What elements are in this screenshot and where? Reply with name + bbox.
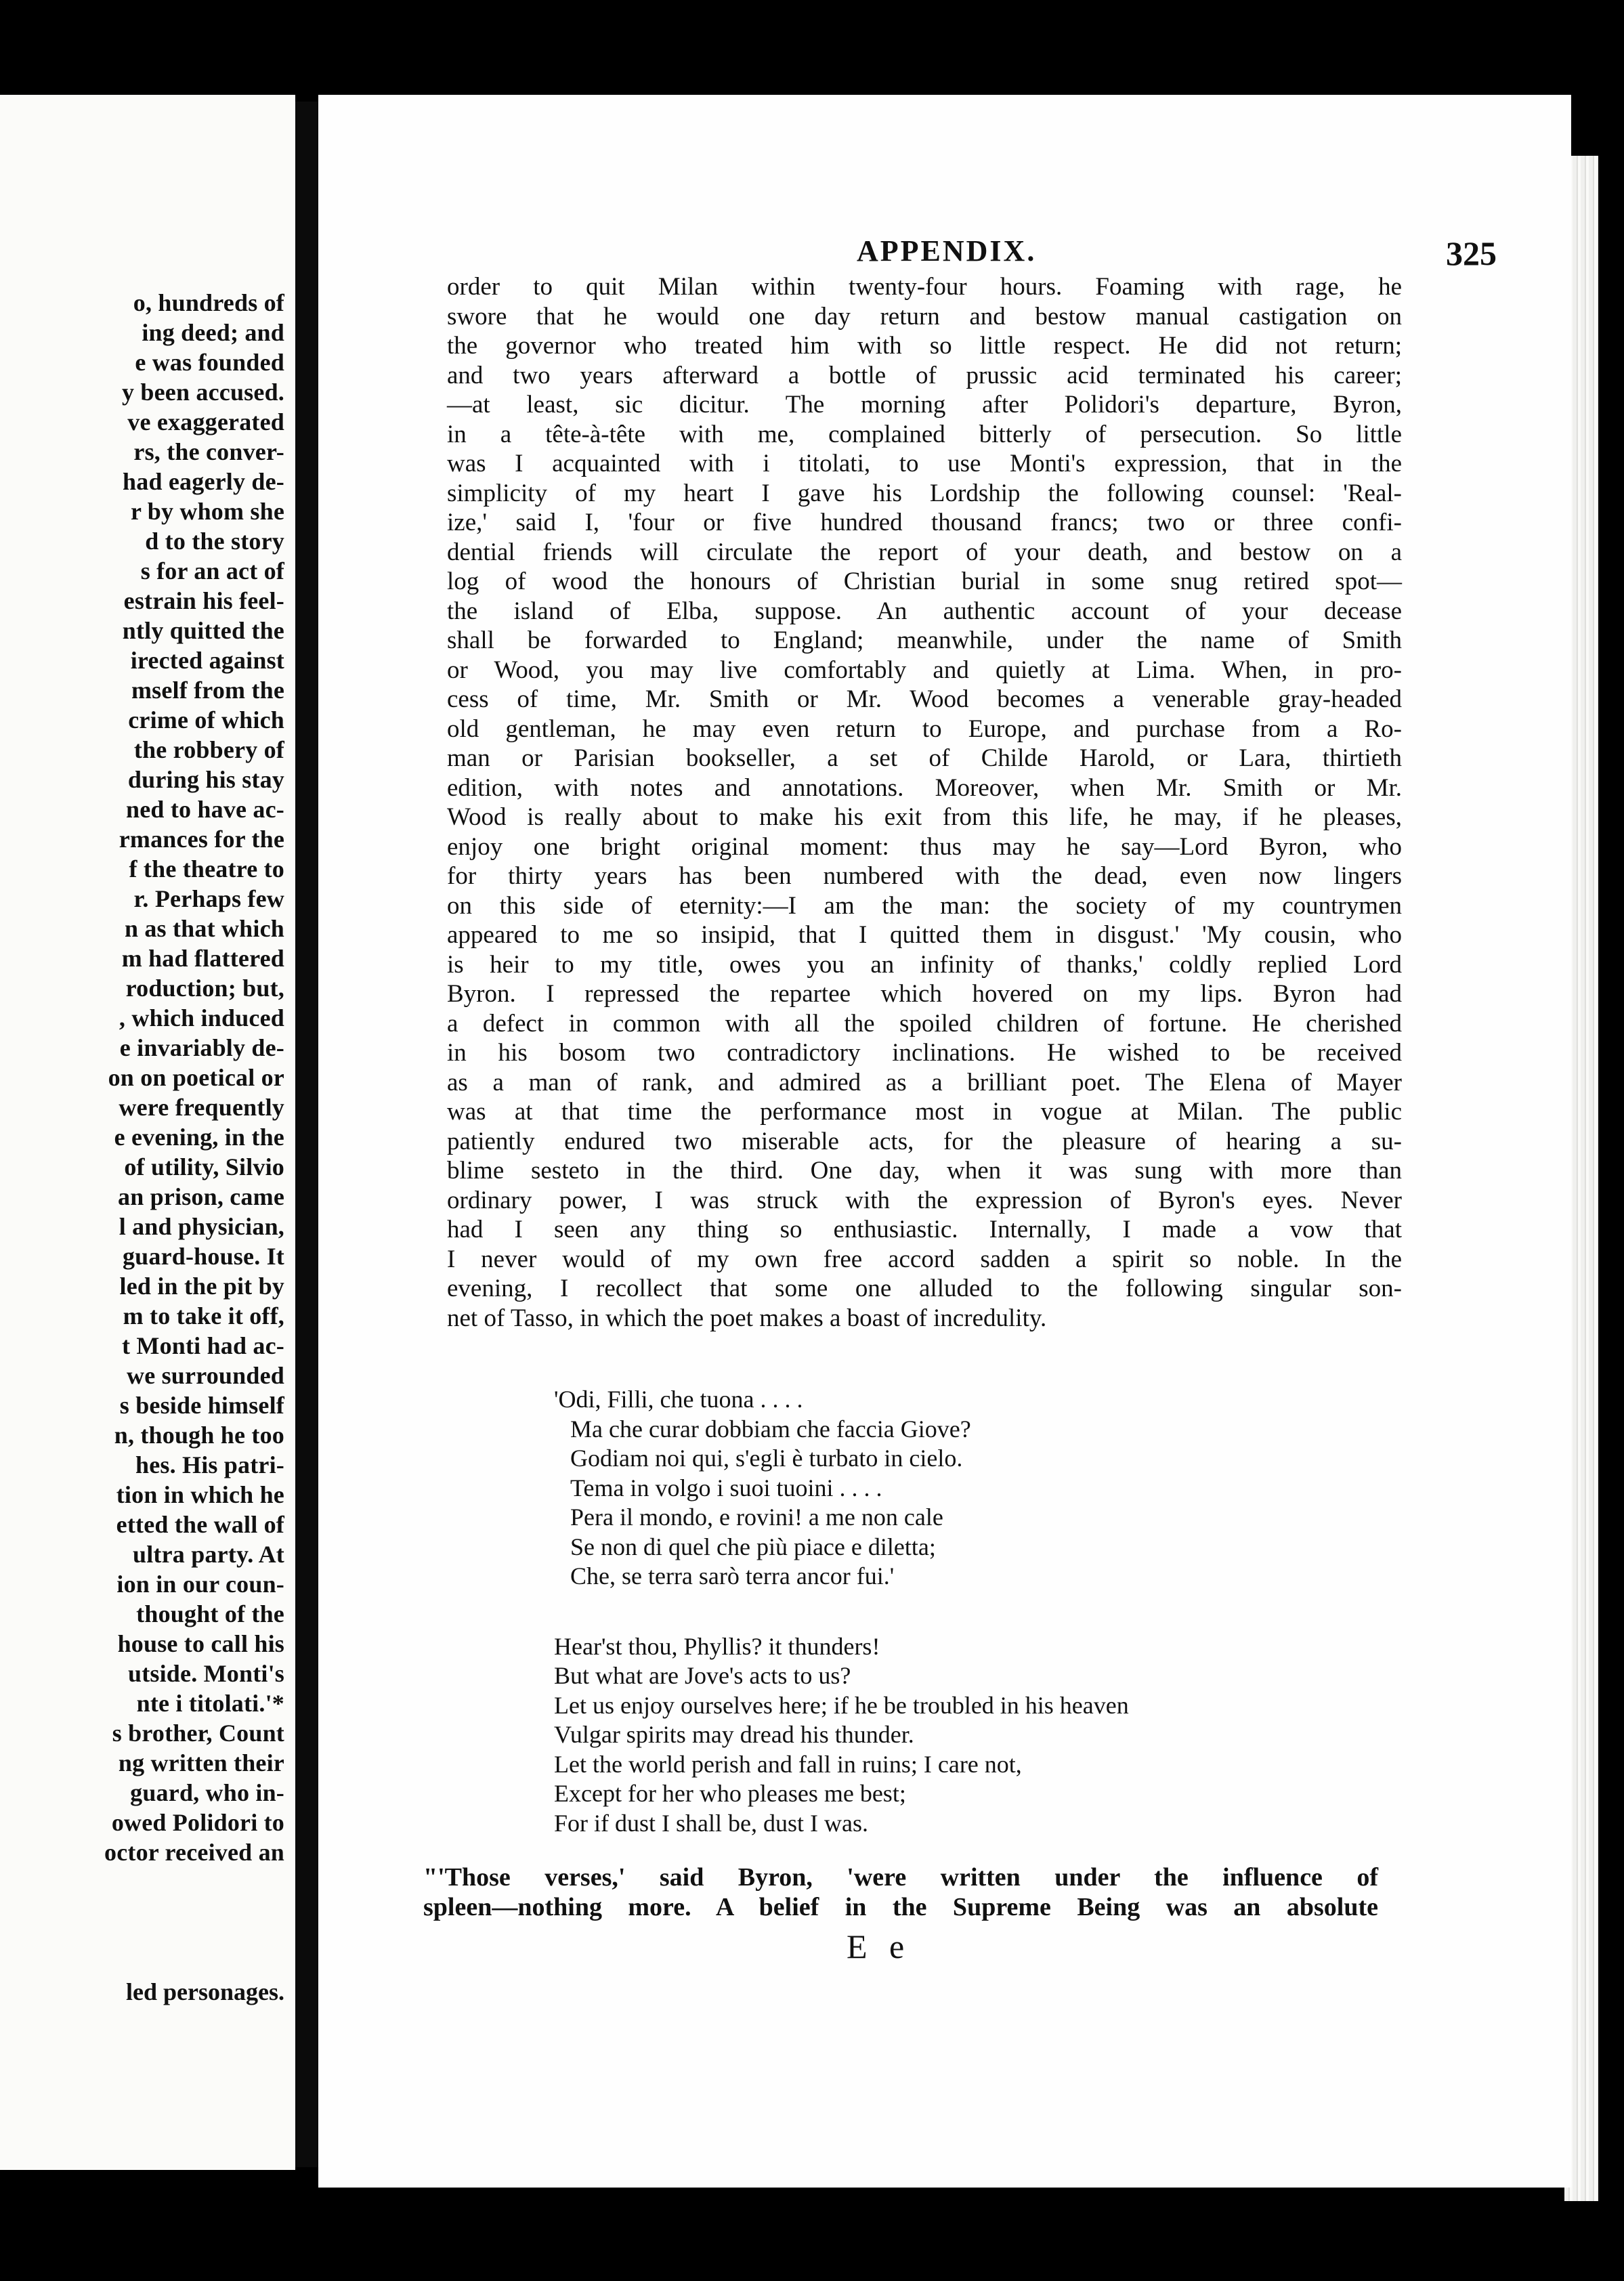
body-line: on this side of eternity:—I am the man: the society of my countrymen bbox=[447, 891, 1402, 920]
left-page-line: house to call his bbox=[117, 1630, 284, 1657]
left-page-line: y been accused. bbox=[122, 379, 284, 406]
body-line: the island of Elba, suppose. An authentic account of your decease bbox=[447, 597, 1402, 625]
left-page-line: ion in our coun- bbox=[116, 1571, 284, 1598]
left-page-line: ned to have ac- bbox=[126, 796, 284, 823]
body-line: is heir to my title, owes you an infinity of thanks,' coldly replied Lord bbox=[447, 950, 1402, 979]
running-header bbox=[318, 234, 1571, 274]
body-line: simplicity of my heart I gave his Lordship the following counsel: 'Real- bbox=[447, 479, 1402, 507]
left-page-line: e was founded bbox=[135, 349, 284, 376]
left-page-line: during his stay bbox=[127, 766, 284, 793]
poem-italian-line: Ma che curar dobbiam che faccia Giove? bbox=[570, 1415, 971, 1443]
body-line: old gentleman, he may even return to Europe, and purchase from a Ro- bbox=[447, 715, 1402, 743]
left-page-line: estrain his feel- bbox=[123, 587, 284, 614]
left-page-line: an prison, came bbox=[118, 1183, 284, 1210]
left-page-line: e invariably de- bbox=[119, 1034, 284, 1061]
body-line: cess of time, Mr. Smith or Mr. Wood becomes a venerable gray-headed bbox=[447, 685, 1402, 713]
body-line: log of wood the honours of Christian burial in some snug retired spot— bbox=[447, 568, 1402, 595]
left-page-line: nte i titolati.'* bbox=[136, 1690, 284, 1717]
poem-english-line: But what are Jove's acts to us? bbox=[554, 1662, 851, 1689]
left-page-line: s for an act of bbox=[140, 557, 284, 584]
body-line: swore that he would one day return and bestow manual castigation on bbox=[447, 302, 1402, 331]
left-page-line: ing deed; and bbox=[142, 319, 284, 346]
body-line: man or Parisian bookseller, a set of Childe Harold, or Lara, thirtieth bbox=[447, 744, 1402, 772]
body-line: net of Tasso, in which the poet makes a boast of incredulity. bbox=[447, 1304, 1047, 1332]
left-page-line: f the theatre to bbox=[129, 855, 284, 882]
left-page-line: guard, who in- bbox=[130, 1779, 284, 1806]
left-page-line: o, hundreds of bbox=[133, 289, 284, 316]
left-page-line: ve exaggerated bbox=[127, 408, 284, 435]
body-paragraph bbox=[447, 272, 1402, 1333]
left-page bbox=[0, 95, 295, 2170]
poem-english bbox=[554, 1632, 1299, 1839]
body-line: blime sesteto in the third. One day, when it was sung with more than bbox=[447, 1157, 1402, 1185]
left-page-line: t Monti had ac- bbox=[122, 1332, 284, 1359]
left-page-line: utside. Monti's bbox=[127, 1660, 284, 1687]
poem-italian-line: Pera il mondo, e rovini! a me non cale bbox=[570, 1504, 943, 1531]
closing-line: spleen—nothing more. A belief in the Supreme Being was an absolute bbox=[423, 1893, 1378, 1921]
body-line: had I seen any thing so enthusiastic. Internally, I made a vow that bbox=[447, 1216, 1402, 1243]
body-line: edition, with notes and annotations. Moreover, when Mr. Smith or Mr. bbox=[447, 773, 1402, 802]
left-page-line: ultra party. At bbox=[133, 1541, 284, 1568]
body-line: or Wood, you may live comfortably and quietly at Lima. When, in pro- bbox=[447, 656, 1402, 684]
poem-english-line: For if dust I shall be, dust I was. bbox=[554, 1809, 868, 1837]
body-line: as a man of rank, and admired as a brilliant poet. The Elena of Mayer bbox=[447, 1068, 1402, 1096]
left-page-line: we surrounded bbox=[127, 1362, 284, 1389]
left-page-line: irected against bbox=[130, 647, 284, 674]
body-line: ize,' said I, 'four or five hundred thousand francs; two or three confi- bbox=[447, 509, 1402, 536]
left-page-line: owed Polidori to bbox=[111, 1809, 284, 1836]
left-page-line: rs, the conver- bbox=[133, 438, 284, 465]
body-line: and two years afterward a bottle of prussic acid terminated his career; bbox=[447, 361, 1402, 389]
body-line: was I acquainted with i titolati, to use Monti's expression, that in the bbox=[447, 450, 1402, 477]
poem bbox=[554, 1385, 1299, 1838]
poem-english-line: Let the world perish and fall in ruins; I care not, bbox=[554, 1750, 1022, 1778]
body-line: I never would of my own free accord sadden a spirit so noble. In the bbox=[447, 1245, 1402, 1273]
right-page bbox=[318, 95, 1571, 2188]
body-line: Wood is really about to make his exit from this life, he may, if he pleases, bbox=[447, 803, 1402, 831]
poem-italian-line: Tema in volgo i suoi tuoini . . . . bbox=[570, 1474, 882, 1501]
body-line: order to quit Milan within twenty-four hours. Foaming with rage, he bbox=[447, 273, 1402, 301]
poem-italian-line: Godiam noi qui, s'egli è turbato in cielo. bbox=[570, 1445, 963, 1472]
body-line: Byron. I repressed the repartee which hovered on my lips. Byron had bbox=[447, 980, 1402, 1008]
body-line: patiently endured two miserable acts, for the pleasure of hearing a su- bbox=[447, 1127, 1402, 1155]
body-line: enjoy one bright original moment: thus may he say—Lord Byron, who bbox=[447, 832, 1402, 861]
body-line: evening, I recollect that some one alluded to the following singular son- bbox=[447, 1275, 1402, 1302]
left-page-line: l and physician, bbox=[119, 1213, 284, 1240]
body-line: a defect in common with all the spoiled children of fortune. He cherished bbox=[447, 1009, 1402, 1038]
left-page-line: on on poetical or bbox=[108, 1064, 284, 1091]
poem-english-line: Vulgar spirits may dread his thunder. bbox=[554, 1721, 914, 1748]
body-line: in his bosom two contradictory inclinations. He wished to be received bbox=[447, 1039, 1402, 1067]
body-line: —at least, sic dicitur. The morning after Polidori's departure, Byron, bbox=[447, 391, 1402, 419]
left-page-line: octor received an bbox=[104, 1839, 284, 1866]
left-page-line: guard-house. It bbox=[122, 1243, 284, 1270]
body-line: ordinary power, I was struck with the expression of Byron's eyes. Never bbox=[447, 1186, 1402, 1214]
body-line: appeared to me so insipid, that I quitted them in disgust.' 'My cousin, who bbox=[447, 921, 1402, 949]
left-page-line: ntly quitted the bbox=[122, 617, 284, 644]
body-line: in a tête-à-tête with me, complained bitterly of persecution. So little bbox=[447, 420, 1402, 448]
body-line: the governor who treated him with so little respect. He did not return; bbox=[447, 332, 1402, 360]
left-page-line: hes. His patri- bbox=[135, 1451, 284, 1478]
left-page-line: had eagerly de- bbox=[123, 468, 284, 495]
left-page-line: s beside himself bbox=[119, 1392, 284, 1419]
body-line: for thirty years has been numbered with the dead, even now lingers bbox=[447, 862, 1402, 890]
left-page-line: r. Perhaps few bbox=[133, 885, 284, 912]
left-page-line: etted the wall of bbox=[116, 1511, 284, 1538]
left-page-line: led in the pit by bbox=[119, 1273, 284, 1300]
left-page-line: n as that which bbox=[124, 915, 284, 942]
left-page-line: s brother, Count bbox=[112, 1720, 284, 1747]
poem-english-line: Except for her who pleases me best; bbox=[554, 1780, 906, 1807]
body-line: dential friends will circulate the report of your death, and bestow on a bbox=[447, 538, 1402, 566]
left-page-line: the robbery of bbox=[133, 736, 284, 763]
left-page-line: crime of which bbox=[128, 706, 284, 733]
left-page-line: rmances for the bbox=[119, 826, 284, 853]
signature-mark: E e bbox=[847, 1927, 912, 1965]
left-page-line: m to take it off, bbox=[123, 1302, 284, 1329]
closing-paragraph bbox=[423, 1862, 1378, 1922]
left-page-line: mself from the bbox=[131, 677, 284, 704]
left-page-line: d to the story bbox=[145, 528, 284, 555]
running-title: APPENDIX. bbox=[857, 234, 1037, 268]
left-page-text bbox=[0, 288, 284, 1867]
left-page-line: r by whom she bbox=[131, 498, 284, 525]
body-line: was at that time the performance most in vogue at Milan. The public bbox=[447, 1098, 1402, 1126]
left-page-line: roduction; but, bbox=[125, 975, 284, 1002]
left-page-line: m had flattered bbox=[121, 945, 284, 972]
left-page-line: n, though he too bbox=[114, 1422, 284, 1449]
page-number: 325 bbox=[1446, 234, 1497, 272]
poem-english-line: Hear'st thou, Phyllis? it thunders! bbox=[554, 1632, 880, 1660]
left-page-line: , which induced bbox=[119, 1004, 284, 1031]
poem-italian bbox=[554, 1385, 1299, 1592]
left-page-line: ng written their bbox=[118, 1749, 284, 1776]
left-page-line: thought of the bbox=[136, 1600, 284, 1627]
left-page-line: of utility, Silvio bbox=[124, 1153, 284, 1180]
closing-line: "'Those verses,' said Byron, 'were written under the influence of bbox=[423, 1863, 1378, 1892]
poem-italian-line: 'Odi, Filli, che tuona . . . . bbox=[554, 1386, 803, 1413]
poem-italian-line: Che, se terra sarò terra ancor fui.' bbox=[570, 1562, 895, 1590]
left-page-line: tion in which he bbox=[116, 1481, 284, 1508]
left-page-line: were frequently bbox=[119, 1094, 284, 1121]
poem-italian-line: Se non di quel che più piace e diletta; bbox=[570, 1533, 936, 1560]
poem-english-line: Let us enjoy ourselves here; if he be troubled in his heaven bbox=[554, 1691, 1129, 1719]
body-line: shall be forwarded to England; meanwhile, under the name of Smith bbox=[447, 626, 1402, 654]
left-page-line: e evening, in the bbox=[114, 1124, 284, 1151]
left-page-bottom-line: led personages. bbox=[126, 1978, 284, 2005]
